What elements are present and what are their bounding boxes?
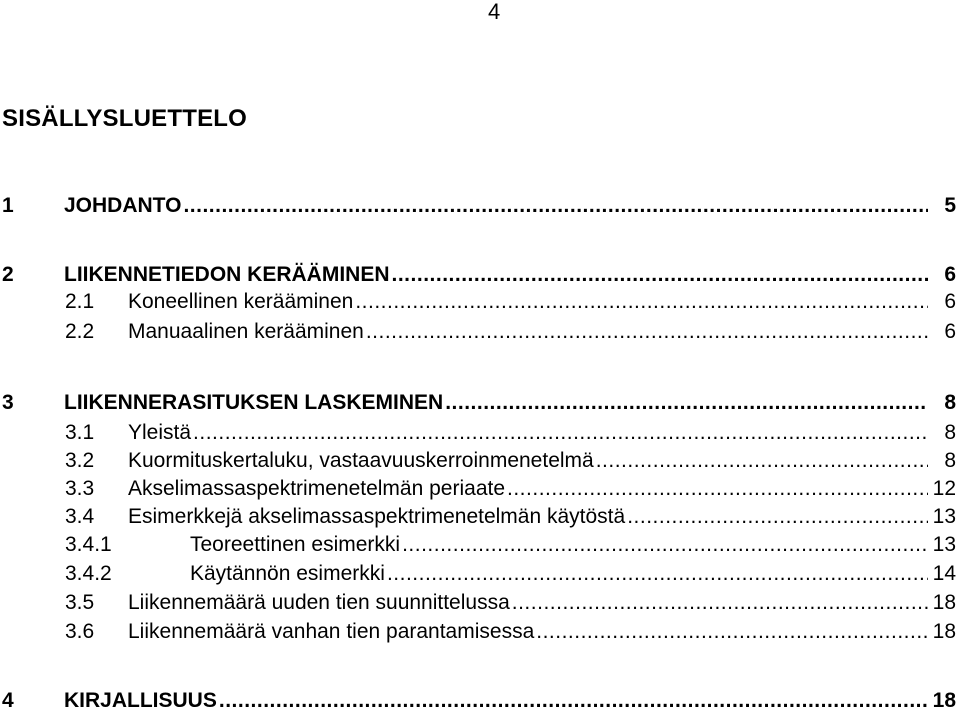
toc-leader-dots — [355, 289, 928, 315]
toc-entry-page: 12 — [932, 477, 956, 500]
toc-entry-number: 3.1 — [65, 421, 95, 444]
toc-entry-number: 4 — [2, 689, 14, 712]
toc-entry-number: 3.2 — [65, 449, 95, 472]
toc-leader-dots — [219, 688, 928, 714]
toc-entry-page: 8 — [944, 421, 956, 444]
toc-entry-title: Liikennemäärä uuden tien suunnittelussa — [128, 591, 510, 614]
toc-entry-title: KIRJALLISUUS — [64, 689, 217, 712]
toc-entry-page: 13 — [932, 505, 956, 528]
toc-leader-dots — [507, 476, 928, 502]
toc-entry-number: 3.6 — [65, 620, 95, 643]
toc-entry[interactable] — [0, 262, 960, 288]
toc-entry-title: Manuaalinen kerääminen — [128, 320, 364, 343]
toc-entry-number: 3.4.1 — [65, 533, 112, 556]
toc-entry-page: 5 — [944, 194, 956, 217]
toc-entry-title: Esimerkkejä akselimassaspektrimenetelmän käytöstä — [128, 505, 626, 528]
toc-entry-title: Teoreettinen esimerkki — [190, 533, 401, 556]
toc-entry-title: Käytännön esimerkki — [190, 562, 385, 585]
toc-entry-title: Koneellinen kerääminen — [128, 290, 354, 313]
toc-entry[interactable] — [0, 289, 960, 315]
toc-leader-dots — [366, 319, 928, 345]
toc-entry-page: 13 — [932, 533, 956, 556]
toc-entry-number: 3.4.2 — [65, 562, 112, 585]
toc-leader-dots — [402, 532, 928, 558]
toc-entry-page: 6 — [944, 320, 956, 343]
toc-entry[interactable] — [0, 193, 960, 219]
toc-entry[interactable] — [0, 448, 960, 474]
toc-entry-page: 8 — [944, 449, 956, 472]
toc-leader-dots — [392, 262, 928, 288]
toc-leader-dots — [596, 448, 928, 474]
toc-entry-page: 6 — [944, 290, 956, 313]
toc-entry-number: 3.3 — [65, 477, 95, 500]
toc-entry-number: 3 — [2, 391, 14, 414]
toc-leader-dots — [183, 193, 928, 219]
toc-entry-number: 3.5 — [65, 591, 95, 614]
toc-leader-dots — [627, 504, 928, 530]
toc-entry-page: 8 — [944, 391, 956, 414]
page-number: 4 — [488, 0, 501, 24]
toc-entry-page: 14 — [932, 562, 956, 585]
toc-entry[interactable] — [0, 532, 960, 558]
toc-entry-title: LIIKENNETIEDON KERÄÄMINEN — [64, 263, 390, 286]
toc-entry-number: 3.4 — [65, 505, 95, 528]
toc-leader-dots — [536, 619, 928, 645]
toc-entry-page: 18 — [932, 620, 956, 643]
toc-entry-title: Kuormituskertaluku, vastaavuuskerroinmenetelmä — [128, 449, 594, 472]
toc-entry-page: 18 — [932, 591, 956, 614]
toc-leader-dots — [387, 561, 928, 587]
toc-entry-title: Yleistä — [128, 421, 192, 444]
toc-entry[interactable] — [0, 561, 960, 587]
toc-entry-number: 2.2 — [65, 320, 95, 343]
toc-entry[interactable] — [0, 504, 960, 530]
toc-entry[interactable] — [0, 319, 960, 345]
toc-entry-title: JOHDANTO — [64, 194, 182, 217]
toc-entry-page: 6 — [944, 263, 956, 286]
toc-leader-dots — [512, 590, 928, 616]
toc-entry[interactable] — [0, 420, 960, 446]
toc-leader-dots — [193, 420, 928, 446]
toc-entry-number: 2 — [2, 263, 14, 286]
toc-entry[interactable] — [0, 390, 960, 416]
toc-entry[interactable] — [0, 476, 960, 502]
toc-leader-dots — [445, 390, 928, 416]
toc-entry-title: Liikennemäärä vanhan tien parantamisessa — [128, 620, 535, 643]
toc-entry-number: 2.1 — [65, 290, 95, 313]
toc-entry-title: Akselimassaspektrimenetelmän periaate — [128, 477, 506, 500]
toc-heading: SISÄLLYSLUETTELO — [2, 105, 248, 132]
toc-entry-number: 1 — [2, 194, 14, 217]
toc-entry[interactable] — [0, 590, 960, 616]
toc-entry-page: 18 — [932, 689, 956, 712]
toc-entry-title: LIIKENNERASITUKSEN LASKEMINEN — [64, 391, 444, 414]
toc-entry[interactable] — [0, 619, 960, 645]
toc-entry[interactable] — [0, 688, 960, 714]
